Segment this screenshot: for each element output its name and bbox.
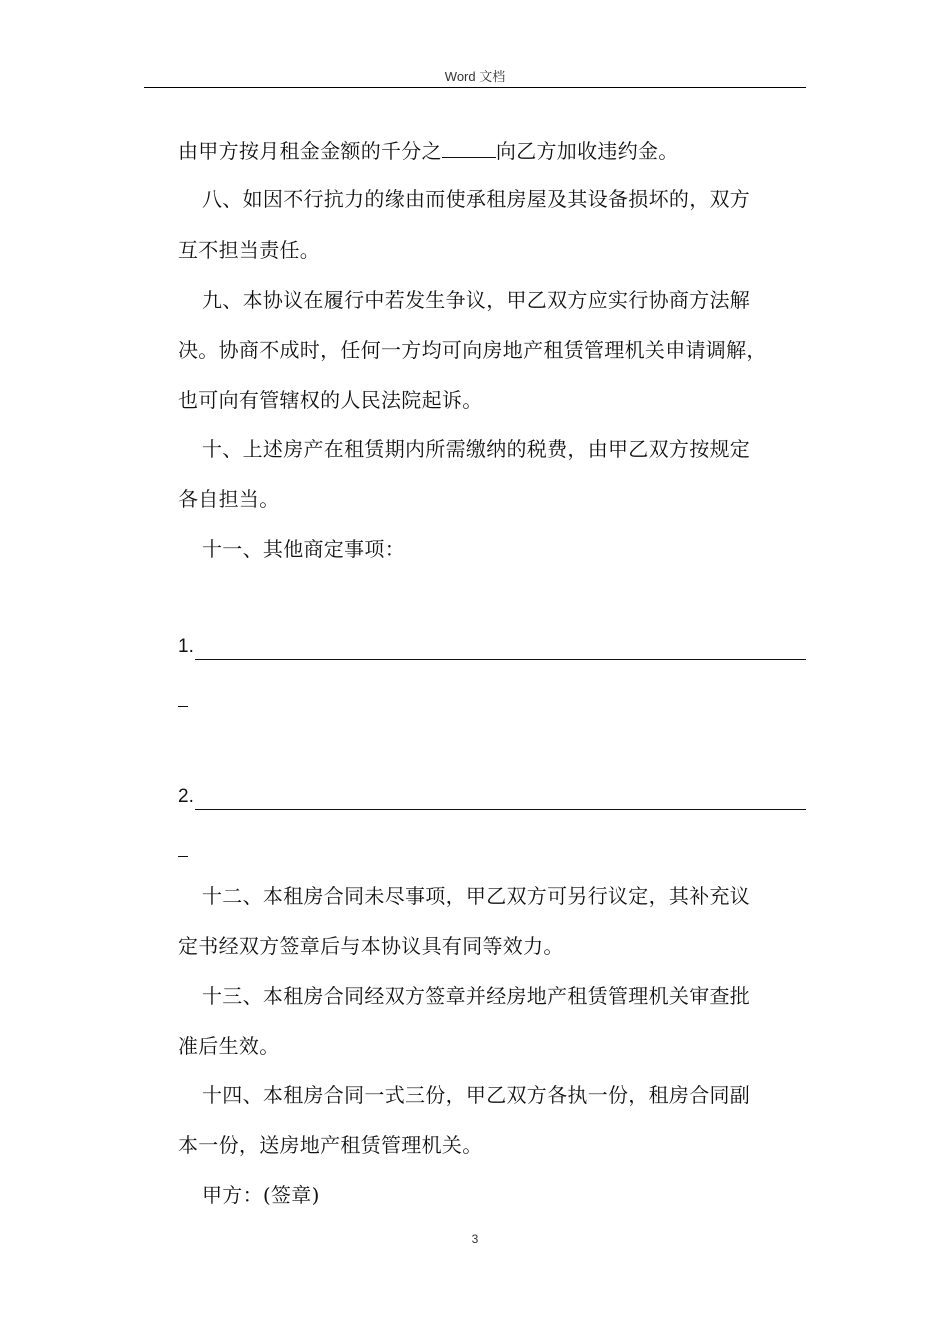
other-item-1-blank: [195, 639, 806, 660]
party-a-signature-label: 甲方：(签章): [202, 1183, 320, 1207]
clause-14-line-1: 十四、本租房合同一式三份，甲乙双方各执一份，租房合同副: [202, 1083, 751, 1107]
other-item-1-number: 1.: [178, 636, 194, 657]
other-item-1-blank-wrap: [178, 706, 188, 707]
other-item-2: [178, 784, 806, 810]
page-number: 3: [471, 1232, 479, 1246]
clause-10-line-2: 各自担当。: [178, 487, 280, 511]
clause-11-heading: 十一、其他商定事项：: [202, 537, 405, 561]
clause-13-line-1: 十三、本租房合同经双方签章并经房地产租赁管理机关审查批: [202, 984, 751, 1008]
clause-13-line-2: 准后生效。: [178, 1034, 280, 1058]
clause-7-continuation: [178, 137, 679, 164]
clause-7-suffix: 向乙方加收违约金。: [495, 139, 679, 163]
other-item-2-number: 2.: [178, 786, 194, 807]
clause-9-line-2: 决。协商不成时，任何一方均可向房地产租赁管理机关申请调解，: [178, 338, 767, 362]
clause-9-line-1: 九、本协议在履行中若发生争议，甲乙双方应实行协商方法解: [202, 288, 751, 312]
clause-10-line-1: 十、上述房产在租赁期内所需缴纳的税费，由甲乙双方按规定: [202, 437, 751, 461]
clause-12-line-2: 定书经双方签章后与本协议具有同等效力。: [178, 934, 564, 958]
other-item-2-blank: [195, 789, 806, 810]
page-header: Word 文档: [444, 69, 506, 84]
clause-8-line-2: 互不担当责任。: [178, 238, 321, 262]
clause-12-line-1: 十二、本租房合同未尽事项，甲乙双方可另行议定，其补充议: [202, 884, 751, 908]
other-item-2-blank-wrap: [178, 856, 188, 857]
clause-14-line-2: 本一份，送房地产租赁管理机关。: [178, 1133, 483, 1157]
clause-7-prefix: 由甲方按月租金金额的千分之: [178, 139, 442, 163]
clause-8-line-1: 八、如因不行抗力的缘由而使承租房屋及其设备损坏的，双方: [202, 187, 751, 211]
other-item-1: [178, 634, 806, 660]
blank-field-per-mille: [442, 137, 496, 158]
header-divider: [144, 87, 806, 88]
clause-9-line-3: 也可向有管辖权的人民法院起诉。: [178, 388, 483, 412]
